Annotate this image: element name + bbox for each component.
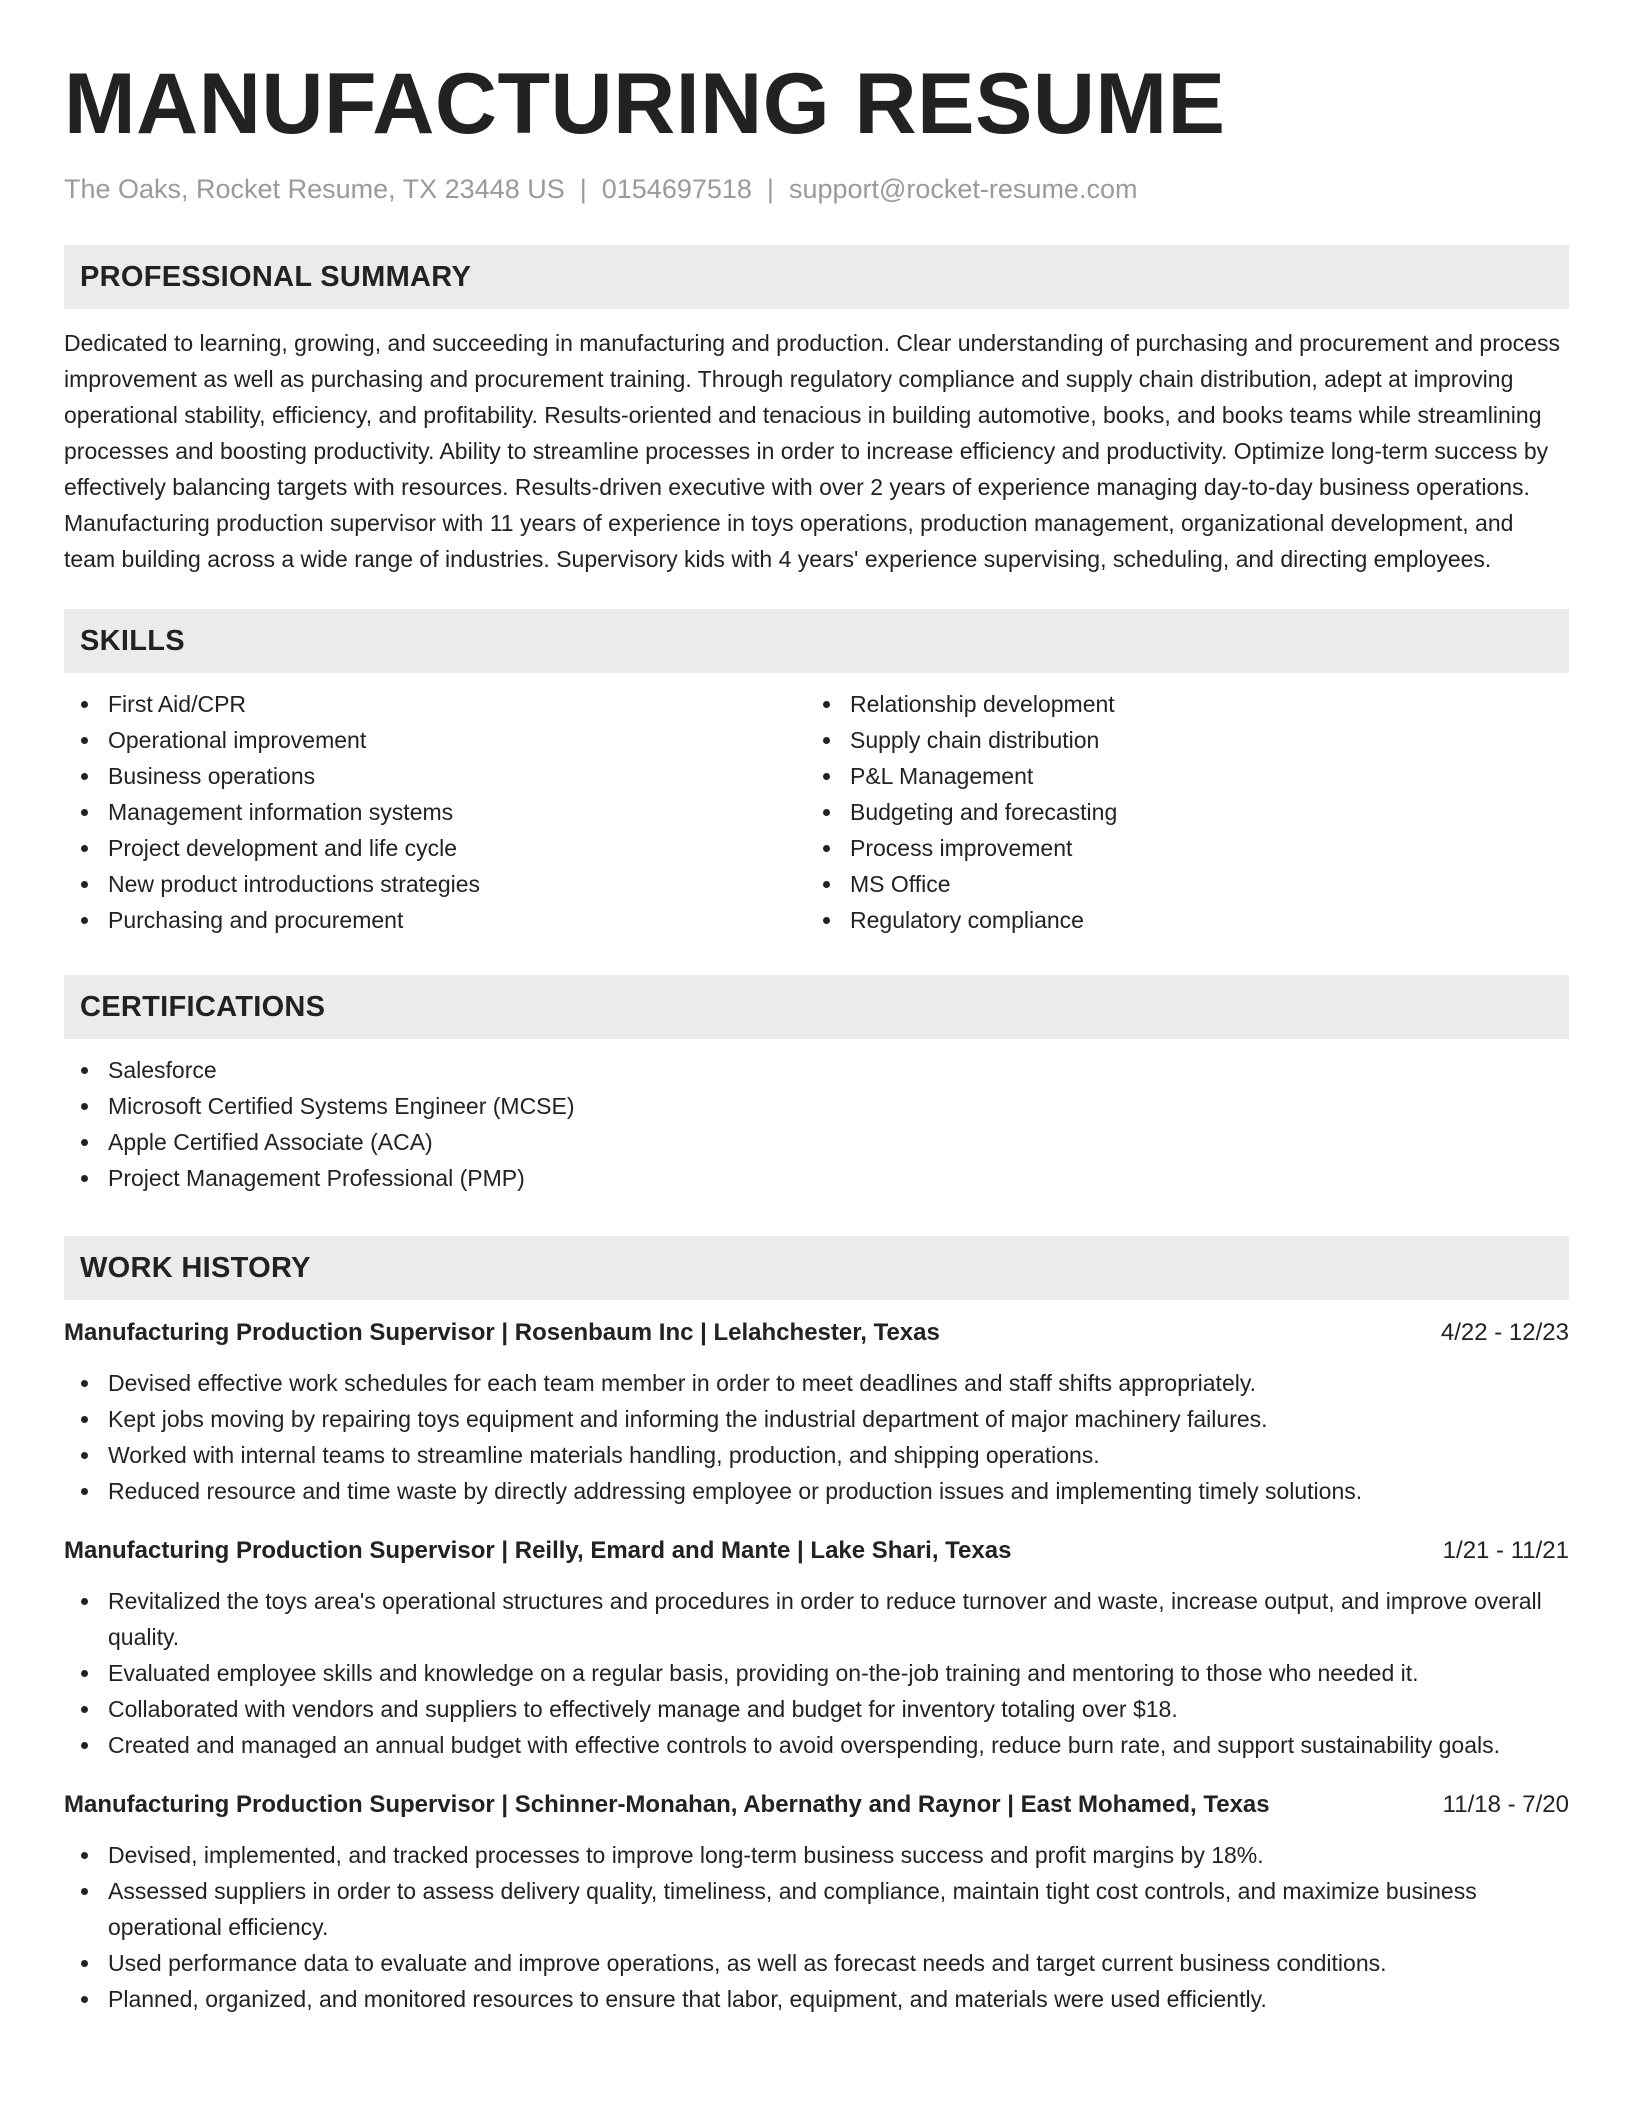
job-title: Manufacturing Production Supervisor | Schinner-Monahan, Abernathy and Raynor | East Mohamed, Texas: [64, 1791, 1270, 1818]
job-dates: 1/21 - 11/21: [1442, 1537, 1569, 1564]
job-bullet: Worked with internal teams to streamline materials handling, production, and shipping operations.: [108, 1437, 1569, 1473]
skill-item: Business operations: [108, 758, 806, 794]
skill-item: First Aid/CPR: [108, 686, 806, 722]
skill-item: Purchasing and procurement: [108, 902, 806, 938]
skill-item: Budgeting and forecasting: [850, 794, 1548, 830]
certifications-heading: CERTIFICATIONS: [80, 990, 326, 1023]
job-dates: 11/18 - 7/20: [1442, 1791, 1569, 1818]
job-bullet: Created and managed an annual budget with effective controls to avoid overspending, reduce burn rate, and support sustainability goals.: [108, 1727, 1569, 1763]
job-bullet: Evaluated employee skills and knowledge on a regular basis, providing on-the-job training and mentoring to those who needed it.: [108, 1655, 1569, 1691]
job-bullet: Revitalized the toys area's operational structures and procedures in order to reduce turnover and waste, increase output, and improve overall quality.: [108, 1583, 1569, 1655]
certification-item: Apple Certified Associate (ACA): [108, 1124, 1569, 1160]
job-entry: [64, 1788, 1569, 2017]
certification-item: Salesforce: [108, 1052, 1569, 1088]
job-bullets: [64, 1365, 1569, 1509]
certifications-section-header: [64, 975, 1569, 1039]
job-header: [64, 1788, 1569, 1822]
skill-item: Project development and life cycle: [108, 830, 806, 866]
job-bullet: Planned, organized, and monitored resources to ensure that labor, equipment, and materials were used efficiently.: [108, 1981, 1569, 2017]
job-dates: 4/22 - 12/23: [1440, 1319, 1569, 1346]
skills-list-right: [806, 686, 1548, 938]
job-bullet: Collaborated with vendors and suppliers to effectively manage and budget for inventory totaling over $18.: [108, 1691, 1569, 1727]
skills-column-left: [64, 686, 806, 938]
skill-item: Relationship development: [850, 686, 1548, 722]
summary-text: Dedicated to learning, growing, and succeeding in manufacturing and production. Clear understanding of purchasing and procurement and process improvement as well as purchasing and procurement training. Through regulatory compliance and supply chain distribution, adept at improving operational stability, efficiency, and profitability. Results-oriented and tenacious in building automotive, books, and books teams while streamlining processes and boosting productivity. Ability to streamline processes in order to increase efficiency and productivity. Optimize long-term success by effectively balancing targets with resources. Results-driven executive with over 2 years of experience managing day-to-day business operations. Manufacturing production supervisor with 11 years of experience in toys operations, production management, organizational development, and team building across a wide range of industries. Supervisory kids with 4 years' experience supervising, scheduling, and directing employees.: [64, 330, 1560, 572]
job-entry: [64, 1534, 1569, 1763]
contact-email[interactable]: support@rocket-resume.com: [788, 174, 1138, 204]
job-bullet: Devised effective work schedules for each team member in order to meet deadlines and staff shifts appropriately.: [108, 1365, 1569, 1401]
job-title: Manufacturing Production Supervisor | Reilly, Emard and Mante | Lake Shari, Texas: [64, 1537, 1012, 1564]
skills-list-left: [64, 686, 806, 938]
job-bullets: [64, 1583, 1569, 1763]
summary-heading: PROFESSIONAL SUMMARY: [80, 260, 472, 293]
certifications-list: [64, 1052, 1569, 1196]
skill-item: New product introductions strategies: [108, 866, 806, 902]
contact-separator: |: [766, 174, 774, 204]
skill-item: Process improvement: [850, 830, 1548, 866]
job-bullet: Devised, implemented, and tracked processes to improve long-term business success and profit margins by 18%.: [108, 1837, 1569, 1873]
resume-page: [64, 52, 1569, 2017]
skill-item: Supply chain distribution: [850, 722, 1548, 758]
job-entry: [64, 1316, 1569, 1509]
contact-address: The Oaks, Rocket Resume, TX 23448 US: [64, 174, 565, 204]
job-title: Manufacturing Production Supervisor | Rosenbaum Inc | Lelahchester, Texas: [64, 1319, 940, 1346]
skills-heading: SKILLS: [80, 624, 185, 657]
summary-section-header: [64, 245, 1569, 309]
resume-title: MANUFACTURING RESUME: [64, 56, 1226, 152]
skill-item: Operational improvement: [108, 722, 806, 758]
certification-item: Project Management Professional (PMP): [108, 1160, 1569, 1196]
work-history-section-header: [64, 1236, 1569, 1300]
skill-item: MS Office: [850, 866, 1548, 902]
contact-line: [64, 172, 1569, 206]
skill-item: Management information systems: [108, 794, 806, 830]
skill-item: P&L Management: [850, 758, 1548, 794]
skills-section-header: [64, 609, 1569, 673]
skill-item: Regulatory compliance: [850, 902, 1548, 938]
contact-separator: |: [579, 174, 587, 204]
job-bullet: Reduced resource and time waste by directly addressing employee or production issues and implementing timely solutions.: [108, 1473, 1569, 1509]
skills-column-right: [806, 686, 1548, 938]
job-bullet: Assessed suppliers in order to assess delivery quality, timeliness, and compliance, maintain tight cost controls, and maximize business operational efficiency.: [108, 1873, 1569, 1945]
job-bullet: Kept jobs moving by repairing toys equipment and informing the industrial department of major machinery failures.: [108, 1401, 1569, 1437]
skills-grid: [64, 686, 1569, 938]
certification-item: Microsoft Certified Systems Engineer (MCSE): [108, 1088, 1569, 1124]
contact-phone: 0154697518: [601, 174, 752, 204]
job-header: [64, 1534, 1569, 1568]
work-history-heading: WORK HISTORY: [80, 1251, 311, 1284]
job-bullets: [64, 1837, 1569, 2017]
job-bullet: Used performance data to evaluate and improve operations, as well as forecast needs and target current business conditions.: [108, 1945, 1569, 1981]
job-header: [64, 1316, 1569, 1350]
